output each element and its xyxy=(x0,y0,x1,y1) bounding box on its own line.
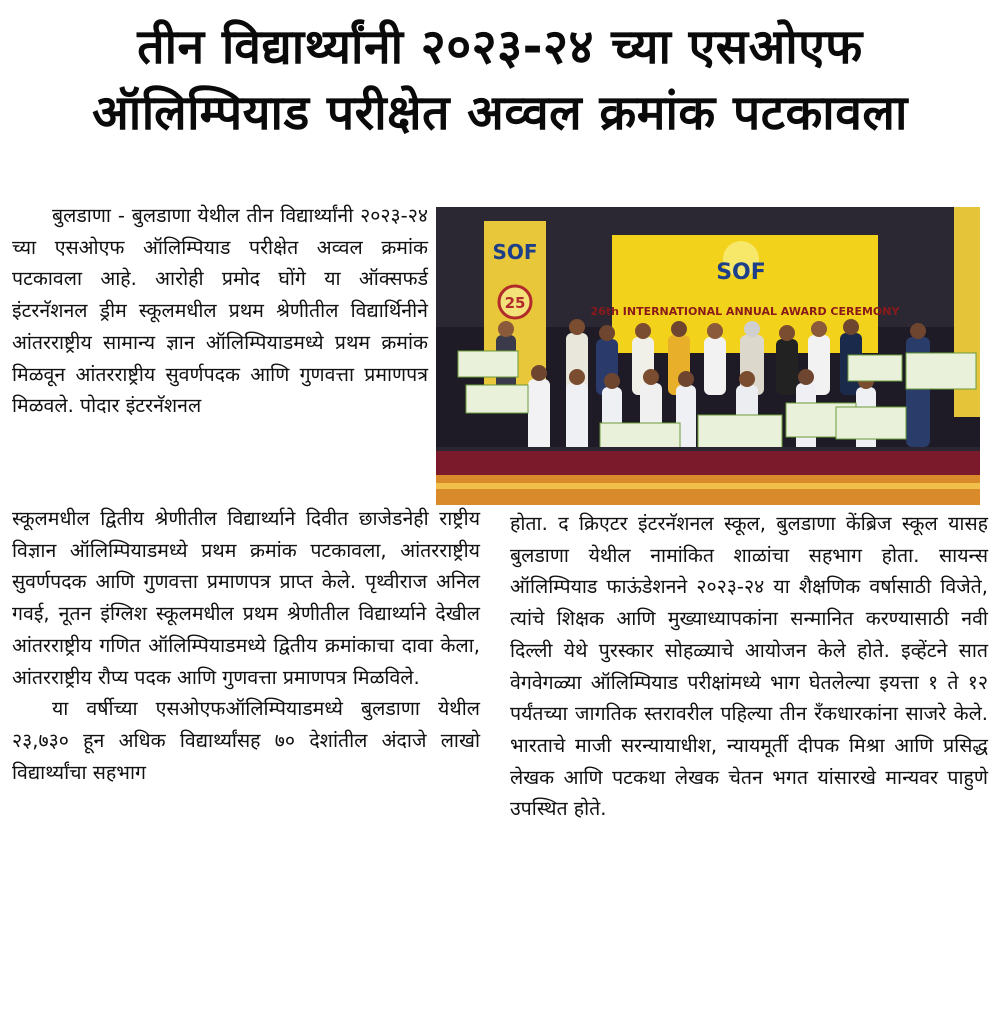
photo-illustration xyxy=(436,207,980,505)
paragraph-1-top: बुलडाणा - बुलडाणा येथील तीन विद्यार्थ्यांनी २०२३-२४ च्या एसओएफ ऑलिम्पियाड परीक्षेत अव्वल क्रमांक पटकावला आहे. आरोही प्रमोद घोंगे या ऑक्सफर्ड इंटरनॅशनल ड्रीम स्कूलमधील प्रथम श्रेणीतील विद्यार्थिनीने आंतरराष्ट्रीय सामान्य ज्ञान ऑलिम्पियाडमध्ये प्रथम क्रमांक मिळवून आंतरराष्ट्रीय सुवर्णपदक आणि गुणवत्ता प्रमाणपत्र मिळवले. पोदार इंटरनॅशनल xyxy=(12,204,428,418)
article-column-right xyxy=(510,508,988,825)
badge-number: 25 xyxy=(504,294,526,312)
backdrop-title: 26th INTERNATIONAL ANNUAL AWARD CEREMONY xyxy=(590,305,900,318)
headline xyxy=(0,14,1000,146)
backdrop-logo: SOF xyxy=(716,260,766,285)
paragraph-2: या वर्षीच्या एसओएफऑलिम्पियाडमध्ये बुलडाणा येथील २३,७३० हून अधिक विद्यार्थ्यांसह ७० देशांतील अंदाजे लाखो विद्यार्थ्यांचा सहभाग xyxy=(12,697,480,784)
headline-line-1: तीन विद्यार्थ्यांनी २०२३-२४ च्या एसओएफ xyxy=(137,19,863,75)
award-ceremony-photo xyxy=(436,207,980,505)
headline-line-2: ऑलिम्पियाड परीक्षेत अव्वल क्रमांक पटकावला xyxy=(92,85,908,141)
side-logo: SOF xyxy=(492,240,538,264)
article-column-left-top xyxy=(12,200,428,422)
flower-garland xyxy=(436,451,980,505)
paragraph-1-bottom: स्कूलमधील द्वितीय श्रेणीतील विद्यार्थ्याने दिवीत छाजेडनेही राष्ट्रीय विज्ञान ऑलिम्पियाडमध्ये प्रथम क्रमांक पटकावला, आंतरराष्ट्रीय सुवर्णपदक आणि गुणवत्ता प्रमाणपत्र प्राप्त केले. पृथ्वीराज अनिल गवई, नूतन इंग्लिश स्कूलमधील प्रथम श्रेणीतील विद्यार्थ्याने देखील आंतरराष्ट्रीय गणित ऑलिम्पियाडमध्ये द्वितीय क्रमांकाचा दावा केला, आंतरराष्ट्रीय रौप्य पदक आणि गुणवत्ता प्रमाणपत्र मिळविले. xyxy=(12,507,480,689)
article-column-left-bottom xyxy=(12,503,480,788)
paragraph-right: होता. द क्रिएटर इंटरनॅशनल स्कूल, बुलडाणा केंब्रिज स्कूल यासह बुलडाणा येथील नामांकित शाळांचा सहभाग होता. सायन्स ऑलिम्पियाड फाऊंडेशनने २०२३-२४ या शैक्षणिक वर्षासाठी विजेते, त्यांचे शिक्षक आणि मुख्याध्यापकांना सन्मानित करण्यासाठी नवी दिल्ली येथे पुरस्कार सोहळ्याचे आयोजन केले होते. इव्हेंटने सात वेगवेगळ्या ऑलिम्पियाड परीक्षांमध्ये भाग घेतलेल्या इयत्ता १ ते १२ पर्यंतच्या जागतिक स्तरावरील पहिल्या तीन रँकधारकांना साजरे केले. भारताचे माजी सरन्यायाधीश, न्यायमूर्ती दीपक मिश्रा आणि प्रसिद्ध लेखक आणि पटकथा लेखक चेतन भगत यांसारखे मान्यवर पाहुणे उपस्थित होते. xyxy=(510,512,988,821)
